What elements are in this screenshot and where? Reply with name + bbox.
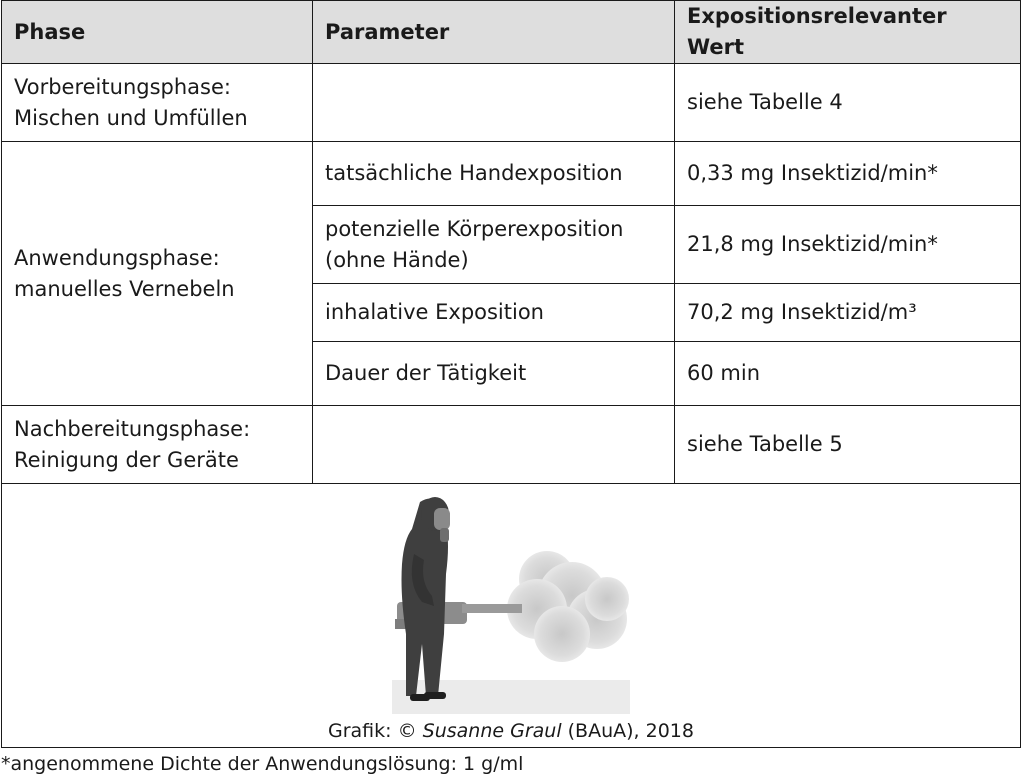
- exposure-table: [1, 0, 1021, 748]
- phase-cell-post: [2, 406, 313, 484]
- parameter-cell-prep-empty: [313, 64, 675, 142]
- value-cell-prep: siehe Tabelle 4: [675, 64, 1021, 142]
- credit-suffix: (BAuA), 2018: [561, 720, 694, 742]
- person-fogging-icon: [2, 484, 1021, 747]
- header-phase: Phase: [2, 1, 313, 64]
- figure-cell: [2, 484, 1021, 748]
- phase-application-line1: Anwendungsphase:: [14, 245, 220, 270]
- value-cell: 60 min: [675, 342, 1021, 406]
- table-row-hand-exposure: [2, 142, 1021, 206]
- table-row-post: [2, 406, 1021, 484]
- credit-prefix: Grafik: ©: [328, 720, 423, 742]
- table-row-prep: [2, 64, 1021, 142]
- credit-author: Susanne Graul: [422, 720, 562, 742]
- phase-prep-line2: Mischen und Umfüllen: [14, 105, 248, 130]
- phase-prep-line1: Vorbereitungsphase:: [14, 74, 231, 99]
- parameter-cell: inhalative Exposition: [313, 284, 675, 342]
- footnote: *angenommene Dichte der Anwendungslösung: 1 g/ml: [1, 753, 524, 775]
- parameter-cell-post-empty: [313, 406, 675, 484]
- figure-credit: [2, 720, 1020, 742]
- phase-post-line1: Nachbereitungsphase:: [14, 416, 251, 441]
- parameter-line1: potenzielle Körperexposition: [325, 216, 624, 241]
- header-parameter: Parameter: [313, 1, 675, 64]
- parameter-cell: Dauer der Tätigkeit: [313, 342, 675, 406]
- header-value: Expositionsrelevanter Wert: [675, 1, 1021, 64]
- phase-cell-prep: [2, 64, 313, 142]
- value-cell: 21,8 mg Insektizid/min*: [675, 206, 1021, 284]
- parameter-cell: [313, 206, 675, 284]
- phase-cell-application: [2, 142, 313, 406]
- value-cell-post: siehe Tabelle 5: [675, 406, 1021, 484]
- phase-post-line2: Reinigung der Geräte: [14, 447, 239, 472]
- header-row: [2, 1, 1021, 64]
- value-cell: 70,2 mg Insektizid/m³: [675, 284, 1021, 342]
- figure-row: [2, 484, 1021, 748]
- parameter-line2: (ohne Hände): [325, 247, 469, 272]
- phase-application-line2: manuelles Vernebeln: [14, 276, 235, 301]
- value-cell: 0,33 mg Insektizid/min*: [675, 142, 1021, 206]
- parameter-cell: tatsächliche Handexposition: [313, 142, 675, 206]
